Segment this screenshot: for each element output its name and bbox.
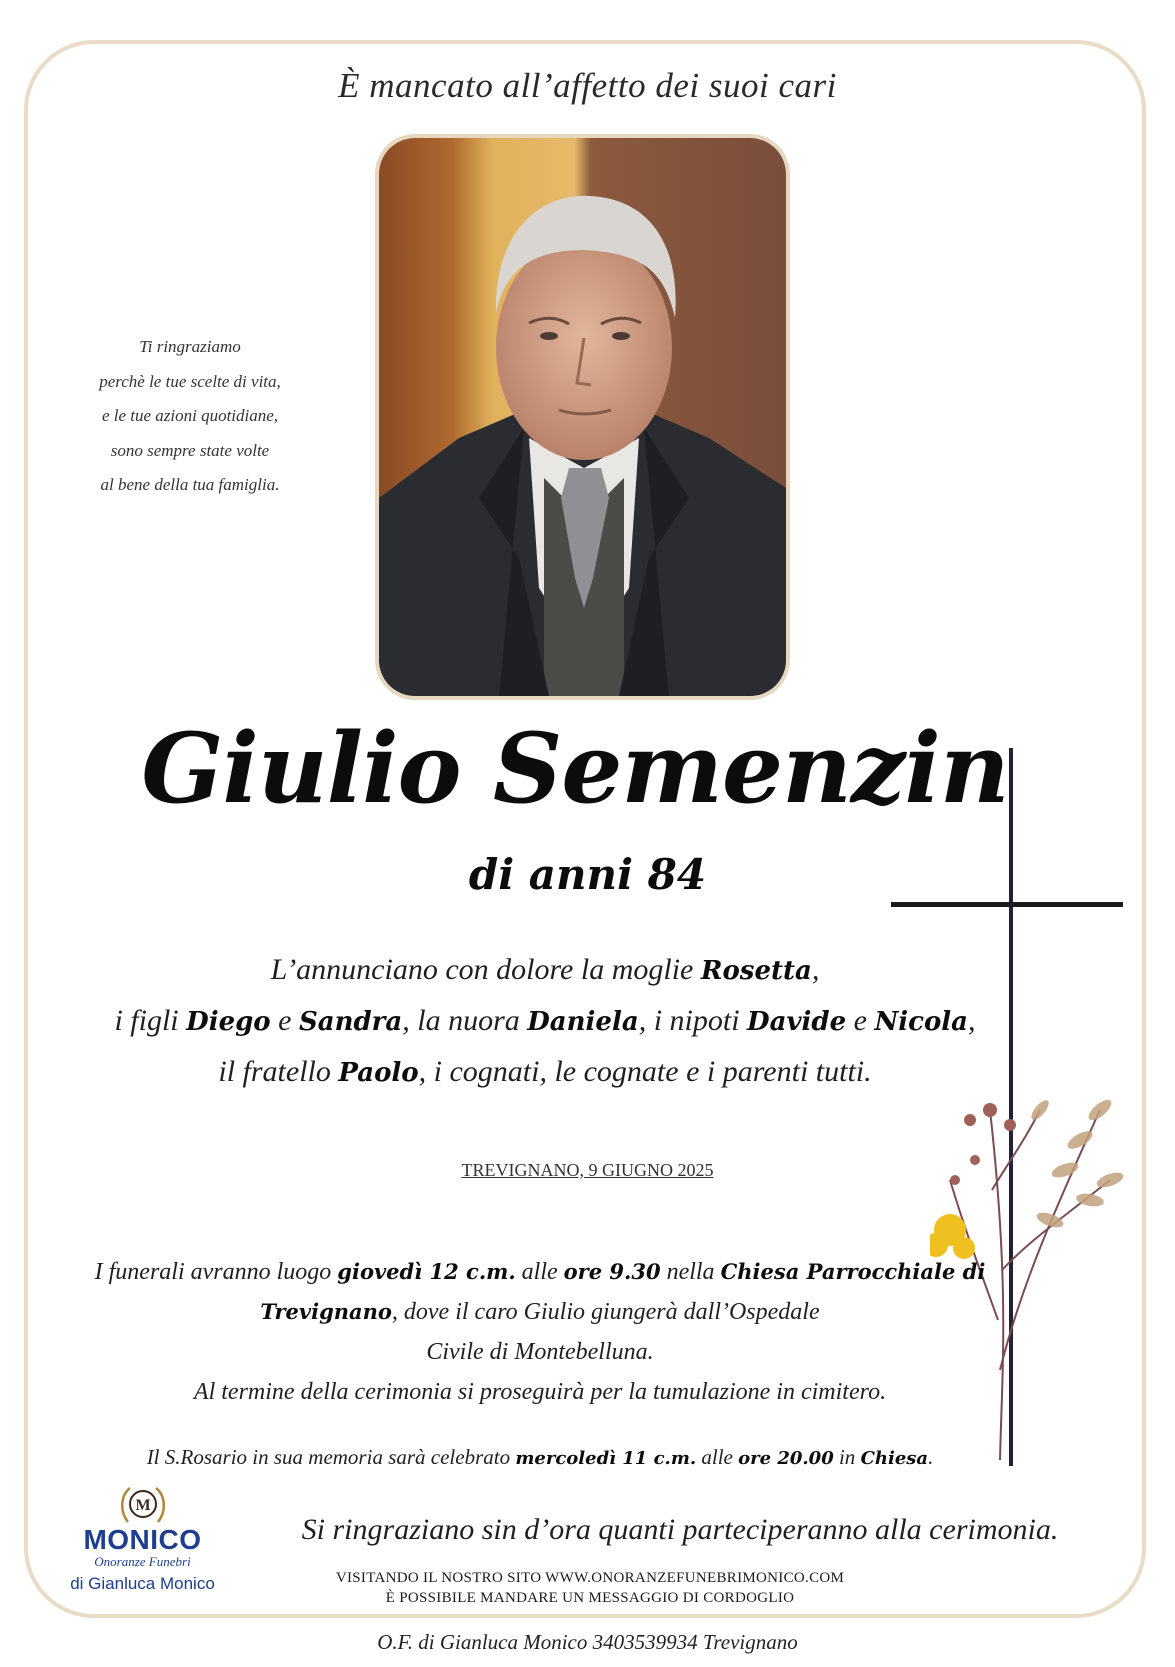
logo-subtitle: Onoranze Funebri xyxy=(94,1554,191,1569)
funeral-details xyxy=(40,1252,1040,1412)
website-line-2: È POSSIBILE MANDARE UN MESSAGGIO DI CORDOGLIO xyxy=(385,1590,795,1606)
funeral-line-3: Civile di Montebelluna. xyxy=(426,1339,654,1365)
text-fragment: e xyxy=(270,1004,299,1037)
thanks-message: Si ringraziano sin d’ora quanti parteciperanno alla cerimonia. xyxy=(301,1513,1059,1546)
emblem-letter: M xyxy=(134,1497,151,1514)
tribute-line: sono sempre state volte xyxy=(110,440,270,460)
funeral-line-1 xyxy=(40,1252,1040,1292)
text-fragment: i figli xyxy=(114,1004,187,1037)
funeral-home-logo xyxy=(60,1482,225,1594)
text-fragment: , xyxy=(811,953,820,986)
funeral-line-2 xyxy=(40,1292,1040,1332)
website-line-1: VISITANDO IL NOSTRO SITO WWW.ONORANZEFUNEBRIMONICO.COM xyxy=(335,1570,845,1586)
grandchild-name: Nicola xyxy=(874,1007,969,1037)
rosary-day: mercoledì 11 c.m. xyxy=(515,1448,697,1469)
child-name: Sandra xyxy=(298,1007,403,1037)
deceased-age: di anni 84 xyxy=(468,850,707,899)
text-fragment: , i nipoti xyxy=(638,1004,748,1037)
text-fragment: . xyxy=(928,1445,934,1469)
text-fragment: alle xyxy=(696,1445,739,1469)
text-fragment: , dove il caro Giulio giungerà dall’Ospedale xyxy=(391,1299,820,1325)
brother-name: Paolo xyxy=(338,1058,419,1088)
announcement-text xyxy=(40,945,1050,1098)
text-fragment: il fratello xyxy=(218,1055,339,1088)
announcement-line-1 xyxy=(40,945,1050,996)
text-fragment: alle xyxy=(515,1259,564,1285)
place-date: TREVIGNANO, 9 GIUGNO 2025 xyxy=(461,1160,714,1180)
tribute-line: al bene della tua famiglia. xyxy=(100,475,280,494)
tribute-line: Ti ringraziamo xyxy=(139,337,241,356)
daughter-in-law-name: Daniela xyxy=(527,1007,639,1037)
text-fragment: , la nuora xyxy=(402,1004,528,1037)
cross-horizontal-bar xyxy=(891,902,1123,907)
footer-contact: O.F. di Gianluca Monico 3403539934 Trevignano xyxy=(377,1630,798,1654)
announcement-line-2 xyxy=(40,996,1050,1047)
portrait-photo xyxy=(375,134,790,700)
wife-name: Rosetta xyxy=(700,956,812,986)
deceased-name: Giulio Semenzin xyxy=(141,712,1009,825)
text-fragment: , xyxy=(968,1004,976,1037)
child-name: Diego xyxy=(186,1007,271,1037)
text-fragment: , i cognati, le cognate e i parenti tutti. xyxy=(418,1055,872,1088)
tribute-line: e le tue azioni quotidiane, xyxy=(101,406,279,425)
rosary-notice xyxy=(40,1445,1040,1470)
website-notice xyxy=(250,1568,930,1608)
text-fragment: nella xyxy=(660,1259,721,1285)
text-fragment: in xyxy=(833,1445,861,1469)
grandchild-name: Davide xyxy=(747,1007,847,1037)
funeral-line-4: Al termine della cerimonia si proseguirà per la tumulazione in cimitero. xyxy=(193,1379,887,1405)
tribute-line: perchè le tue scelte di vita, xyxy=(99,371,281,391)
funeral-church: Chiesa Parrocchiale di xyxy=(720,1259,986,1284)
rosary-place: Chiesa xyxy=(860,1448,929,1469)
logo-brand: MONICO xyxy=(83,1524,202,1555)
announcement-header: È mancato all’affetto dei suoi cari xyxy=(338,66,837,105)
rosary-time: ore 20.00 xyxy=(738,1448,834,1469)
text-fragment: Il S.Rosario in sua memoria sarà celebrato xyxy=(146,1445,516,1469)
text-fragment: e xyxy=(846,1004,875,1037)
announcement-line-3 xyxy=(40,1047,1050,1098)
text-fragment: L’annunciano con dolore la moglie xyxy=(270,953,701,986)
funeral-church: Trevignano xyxy=(260,1299,392,1324)
funeral-day: giovedì 12 c.m. xyxy=(337,1259,516,1284)
text-fragment: I funerali avranno luogo xyxy=(94,1259,338,1285)
funeral-time: ore 9.30 xyxy=(563,1259,661,1284)
tribute-verse xyxy=(60,330,320,503)
logo-owner: di Gianluca Monico xyxy=(70,1574,215,1593)
laurel-emblem-icon xyxy=(118,1482,168,1526)
